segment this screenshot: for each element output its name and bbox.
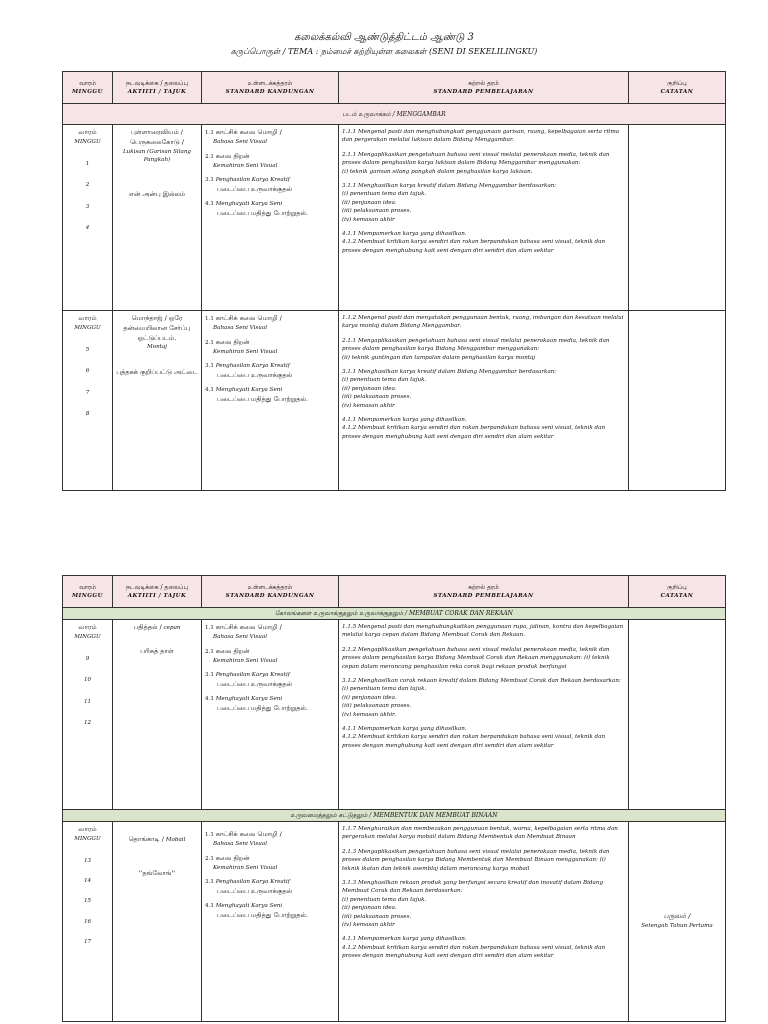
col-pembelajaran: கற்றல் தரம் STANDARD PEMBELAJARAN <box>339 72 629 104</box>
section-title: படம் உருவாக்கம் / MENGGAMBAR <box>63 104 726 125</box>
aktiviti-cell: பதித்தல் / cepan பரிசுத் தாள் <box>113 620 202 810</box>
section-title: கோலங்களை உருவாக்குதலும் உருவாக்குதலும் / MEMBUAT CORAK DAN REKAAN <box>63 608 726 620</box>
section-row <box>63 608 726 620</box>
minggu-cell: வாரம் MINGGU 13 14 15 16 17 <box>63 822 113 1022</box>
kandungan-cell: 1.1 காட்சிக் கலை மொழி / Bahasa Seni Visual 2.1 கலை திறன் Kemahiran Seni Visual 3.1 Penghasilan Karya Kreatif படைப்பை உருவாக்குதல் 4.1 Menghayati Karya Seni படைப்பை மதித்து போற்றுதல். <box>202 620 339 810</box>
col-catatan: குறிப்பு CATATAN <box>629 72 726 104</box>
aktiviti-cell: புள்ளாரைவியம் / பெருகலைகோடு / Lukisan (Garisan Silang Pangkah) என் அன்பு இல்லம் <box>113 125 202 311</box>
kandungan-cell: 1.1 காட்சிக் கலை மொழி / Bahasa Seni Visual 2.1 கலை திறன் Kemahiran Seni Visual 3.1 Penghasilan Karya Kreatif படைப்பை உருவாக்குதல் 4.1 Menghayati Karya Seni படைப்பை மதித்து போற்றுதல். <box>202 822 339 1022</box>
minggu-cell: வாரம் MINGGU 9 10 11 12 <box>63 620 113 810</box>
catatan-cell <box>629 311 726 491</box>
pembelajaran-cell: 1.1.1 Mengenal pasti dan menghubungkait penggunaan garisan, ruang, kepelbagaian serta ritma dan pergerakan melalui lukisan dalam Bidang Menggambar. 2.1.1 Mengaplikasikan pengetahuan bahasa seni visual melalui penerokaan media, teknik dan proses dalam penghasilan karya lukisan dalam Bidang Menggambar menggunakan: (i) teknik garisan silang pangkah dalam penghasilan karya lukisan. 3.1.1 Menghasilkan karya kreatif dalam Bidang Menggambar berdasarkan: (i) penentuan tema dan tajuk. (ii) penjanaan idea. (iii) pelaksanaan proses. (iv) kemasan akhir 4.1.1 Mempamerkan karya yang dihasilkan. 4.1.2 Membuat kritikan karya sendiri dan rakan berpandukan bahasa seni visual, teknik dan proses dengan menghubung kait seni dengan diri sendiri dan alam sekitar <box>339 125 629 311</box>
plan-table-1 <box>62 71 726 491</box>
page-subtitle: கருப்பொருள் / TEMA : நம்மைச் சுற்றியுள்ள கலைகள் (SENI DI SEKELILINGKU) <box>230 47 538 56</box>
table-row <box>63 822 726 1022</box>
aktiviti-cell: தொங்காடி / Mobail ''தங்லோங்'' <box>113 822 202 1022</box>
catatan-cell <box>629 620 726 810</box>
col-catatan: குறிப்பு CATATAN <box>629 576 726 608</box>
col-aktiviti: நடவடிக்கை / தலைப்பு AKTIITI / TAJUK <box>113 576 202 608</box>
col-minggu: வாரம் MINGGU <box>63 72 113 104</box>
kandungan-cell: 1.1 காட்சிக் கலை மொழி / Bahasa Seni Visual 2.1 கலை திறன் Kemahiran Seni Visual 3.1 Penghasilan Karya Kreatif படைப்பை உருவாக்குதல் 4.1 Menghayati Karya Seni படைப்பை மதித்து போற்றுதல். <box>202 125 339 311</box>
catatan-cell: பருவம் / Setengah Tahun Pertama <box>629 822 726 1022</box>
catatan-cell <box>629 125 726 311</box>
col-minggu: வாரம் MINGGU <box>63 576 113 608</box>
col-pembelajaran: கற்றல் தரம் STANDARD PEMBELAJARAN <box>339 576 629 608</box>
header-row <box>63 72 726 104</box>
table-row <box>63 125 726 311</box>
pembelajaran-cell: 1.1.7 Menghuraikan dan membezakan penggunaan bentuk, warna, kepelbagaian serta ritma dan pergerakan melalui karya mobail dalam Bidang Membentuk dan Membuat Binaan 2.1.3 Mengaplikasikan pengetahuan bahasa seni visual melalui penerokaan media, teknik dan proses dalam penghasilan karya Bidang Membentuk dan Membuat Binaan menggunakan: (i) teknik ikatan dan teknik asemblaj dalam merancang karya mobail 3.1.3 Menghasilkan rekaan produk yang berfungsi secara kreatif dan inovatif dalam Bidang Membuat Corak dan Rekaan berdasarkan: (i) penentuan tema dan tajuk. (ii) penjanaan idea. (iii) pelaksanaan proses. (iv) kemasan akhir 4.1.1 Mempamerkan karya yang dihasilkan. 4.1.2 Membuat kritikan karya sendiri dan rakan berpandukan bahasa seni visual, teknik dan proses dengan menghubung kait seni dengan diri sendiri dan alam sekitar <box>339 822 629 1022</box>
kandungan-cell: 1.1 காட்சிக் கலை மொழி / Bahasa Seni Visual 2.1 கலை திறன் Kemahiran Seni Visual 3.1 Penghasilan Karya Kreatif படைப்பை உருவாக்குதல் 4.1 Menghayati Karya Seni படைப்பை மதித்து போற்றுதல். <box>202 311 339 491</box>
pembelajaran-cell: 1.1.5 Mengenal pasti dan menghubungkaitkan penggunaan rupa, jalinan, kontra dan kepelbagaian melalui karya cepan dalam Bidang Membuat Corak dan Rekaan. 2.1.2 Mengaplikasikan pengetahuan bahasa seni visual melalui penerokaan media, teknik dan proses dalam penghasilan karya Bidang Membuat Corak dan Rekaan menggunakan: (i) teknik cepan dalam merancang penghasilan reka corak bagi rekaan produk berfungsi 3.1.2 Menghasilkan corak rekaan kreatif dalam Bidang Membuat Corak dan Rekaan berdasarkan: (i) penentuan tema dan tajuk. (ii) penjanaan idea. (iii) pelaksanaan proses. (iv) kemasan akhir. 4.1.1 Mempamerkan karya yang dihasilkan. 4.1.2 Membuat kritikan karya sendiri dan rakan berpandukan bahasa seni visual, teknik dan proses dengan menghubung kait seni dengan diri sendiri dan alam sekitar <box>339 620 629 810</box>
page-title: கலைக்கல்வி ஆண்டுத்திட்டம் ஆண்டு 3 <box>294 32 474 43</box>
section-title: உருவமைத்தலும் கட்டுதலும் / MEMBENTUK DAN MEMBUAT BINAAN <box>63 810 726 822</box>
col-kandungan: உள்ளடக்கத்தரம் STANDARD KANDUNGAN <box>202 576 339 608</box>
table-row <box>63 311 726 491</box>
pembelajaran-cell: 1.1.2 Mengenal pasti dan menyatakan penggunaan bentuk, ruang, imbangan dan kesatuan melalui karya montaj dalam Bidang Menggambar. 2.1.1 Mengaplikasikan pengetahuan bahasa seni visual melalui penerokaan media, teknik dan proses dalam penghasilan karya Bidang Menggambar menggunakan: (ii) teknik guntingan dan tampalan dalam penghasilan karya montaj 3.1.1 Menghasilkan karya kreatif dalam Bidang Menggambar berdasarkan: (i) penentuan tema dan tajuk. (ii) penjanaan idea. (iii) pelaksanaan proses. (iv) kemasan akhir 4.1.1 Mempamerkan karya yang dihasilkan. 4.1.2 Membuat kritikan karya sendiri dan rakan berpandukan bahasa seni visual, teknik dan proses dengan menghubung kait seni dengan diri sendiri dan alam sekitar <box>339 311 629 491</box>
plan-table-2 <box>62 575 726 1022</box>
header-row <box>63 576 726 608</box>
section-row <box>63 104 726 125</box>
aktiviti-cell: மொந்தாஜ் / ஒரே தன்மையிலான சேர்ப்பு ஒட்டுப்படம். Montaj புத்தகக் குறிப்பட்டு அட்டை <box>113 311 202 491</box>
col-aktiviti: நடவடிக்கை / தலைப்பு AKTIITI / TAJUK <box>113 72 202 104</box>
minggu-cell: வாரம் MINGGU 1 2 3 4 <box>63 125 113 311</box>
section-row <box>63 810 726 822</box>
minggu-cell: வாரம் MINGGU 5 6 7 8 <box>63 311 113 491</box>
col-kandungan: உள்ளடக்கத்தரம் STANDARD KANDUNGAN <box>202 72 339 104</box>
table-row <box>63 620 726 810</box>
